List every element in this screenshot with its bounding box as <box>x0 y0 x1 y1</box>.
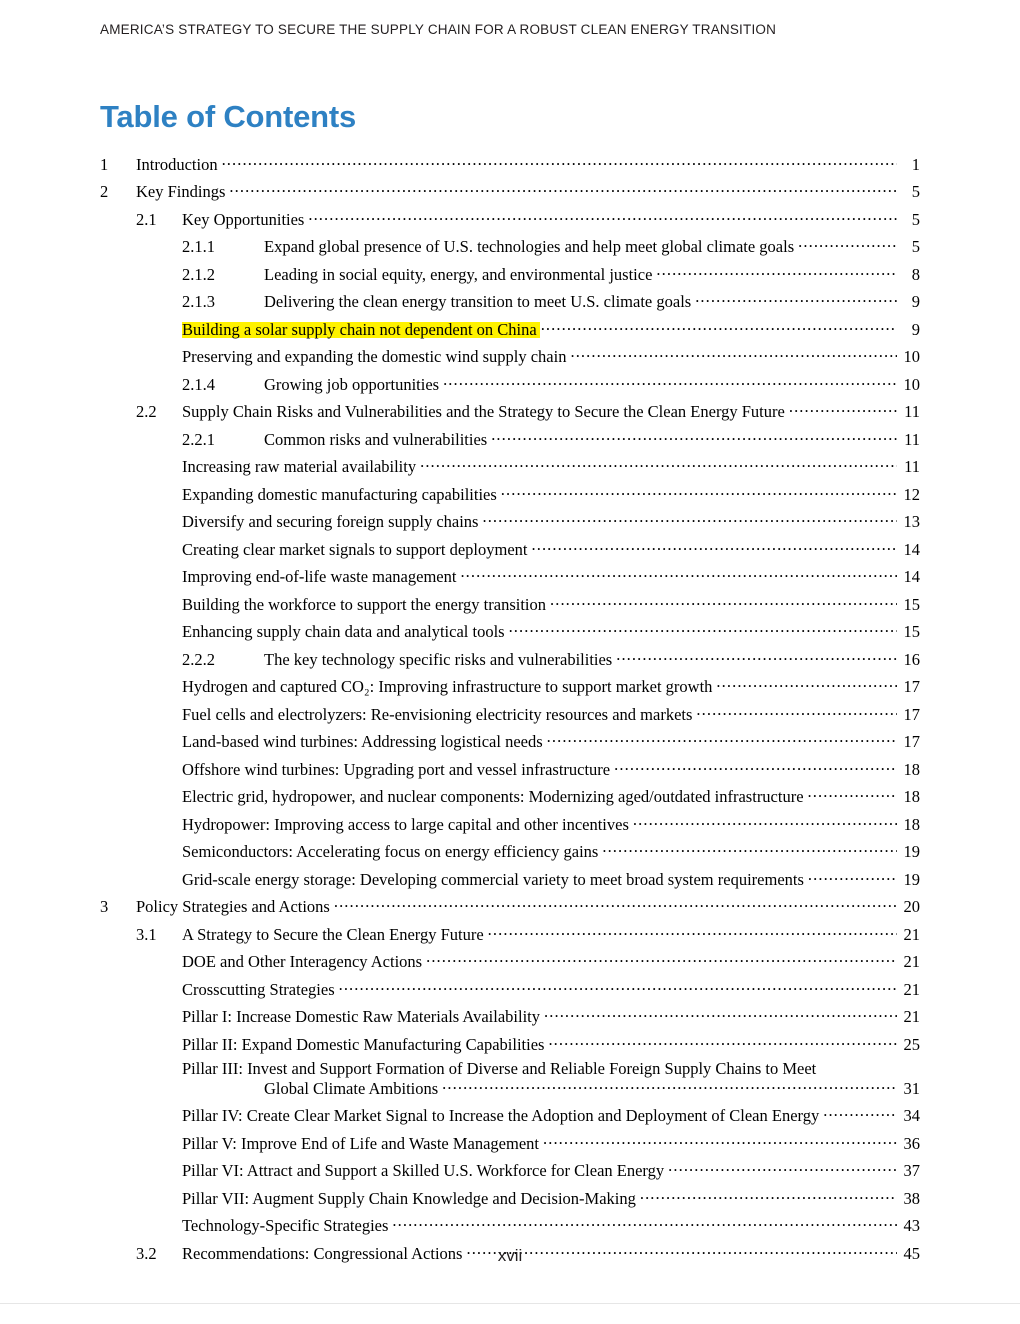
toc-entry-number: 2.2.1 <box>182 429 215 449</box>
leader-dots <box>544 1006 897 1023</box>
toc-entry-page: 20 <box>903 897 920 916</box>
toc-entry[interactable] <box>182 813 920 833</box>
toc-entry-label: Introduction <box>136 154 218 174</box>
toc-entry[interactable] <box>182 758 920 778</box>
toc-entry[interactable] <box>136 923 920 943</box>
leader-dots <box>229 181 897 198</box>
leader-dots <box>696 703 897 720</box>
toc-entry-page: 19 <box>903 869 920 889</box>
toc-entry-number: 2 <box>100 182 109 201</box>
toc-entry-page: 5 <box>911 209 920 229</box>
toc-entry-label: Leading in social equity, energy, and environmental justice <box>264 264 653 284</box>
toc-entry[interactable] <box>182 978 920 998</box>
toc-entry[interactable] <box>182 373 920 393</box>
toc-entry-page: 11 <box>904 402 920 421</box>
toc-entry[interactable] <box>182 841 920 861</box>
toc-entry[interactable] <box>100 181 920 201</box>
toc-entry[interactable] <box>182 1033 920 1053</box>
toc-entry-page: 15 <box>903 622 920 641</box>
toc-entry-label: Pillar III: Invest and Support Formation of Diverse and Reliable Foreign Supply Chains to Meet <box>182 1058 817 1078</box>
toc-entry[interactable] <box>136 208 920 228</box>
toc-entry[interactable] <box>182 456 920 476</box>
toc-entry[interactable] <box>182 676 920 696</box>
toc-entry-label: Improving end-of-life waste management <box>182 567 457 586</box>
toc-entry-page: 12 <box>903 484 920 504</box>
toc-entry-label: Recommendations: Congressional Actions <box>182 1243 463 1263</box>
toc-entry[interactable] <box>182 236 920 256</box>
toc-entry-label: Enhancing supply chain data and analytical tools <box>182 622 505 641</box>
toc-entry-label: A Strategy to Secure the Clean Energy Future <box>182 924 484 944</box>
toc-entry-label: Diversify and securing foreign supply chains <box>182 512 479 531</box>
toc-entry-page: 14 <box>903 567 920 586</box>
toc-entry-number: 2.1 <box>136 209 157 229</box>
toc-entry[interactable] <box>182 593 920 613</box>
leader-dots <box>426 951 897 968</box>
leader-dots <box>640 1187 897 1204</box>
page-title: Table of Contents <box>100 99 357 134</box>
toc-entry-page: 37 <box>903 1161 920 1180</box>
toc-entry-label: DOE and Other Interagency Actions <box>182 952 423 971</box>
toc-entry-page: 21 <box>903 924 920 944</box>
toc-entry-number: 2.1.4 <box>182 374 215 394</box>
toc-entry-label: Pillar VI: Attract and Support a Skilled U.S. Workforce for Clean Energy <box>182 1161 665 1180</box>
toc-entry-page: 8 <box>911 264 920 284</box>
toc-entry[interactable] <box>182 1058 920 1098</box>
toc-entry[interactable] <box>182 538 920 558</box>
toc-entry-label: Expand global presence of U.S. technologies and help meet global climate goals <box>264 237 795 256</box>
leader-dots <box>668 1160 897 1177</box>
toc-entry-label: Supply Chain Risks and Vulnerabilities and the Strategy to Secure the Clean Energy Future <box>182 402 785 421</box>
toc-entry-page: 19 <box>903 842 920 861</box>
leader-dots <box>808 868 897 885</box>
toc-entry-label: Crosscutting Strategies <box>182 979 335 999</box>
leader-dots <box>532 538 898 555</box>
toc-entry-label: Pillar V: Improve End of Life and Waste Management <box>182 1133 539 1153</box>
page-edge-divider <box>0 1303 1020 1324</box>
leader-dots <box>308 208 897 225</box>
leader-dots <box>550 593 897 610</box>
toc-entry-number: 1 <box>100 154 109 174</box>
toc-entry-page: 36 <box>903 1133 920 1153</box>
toc-entry-label: Land-based wind turbines: Addressing logistical needs <box>182 732 543 751</box>
toc-entry-page: 17 <box>903 732 920 751</box>
toc-entry-label: Creating clear market signals to support deployment <box>182 539 528 559</box>
running-header: AMERICA’S STRATEGY TO SECURE THE SUPPLY CHAIN FOR A ROBUST CLEAN ENERGY TRANSITION <box>100 22 777 37</box>
leader-dots <box>482 511 897 528</box>
leader-dots <box>443 373 897 390</box>
toc-entry-page: 18 <box>903 814 920 834</box>
toc-entry-label: Pillar VII: Augment Supply Chain Knowledge and Decision-Making <box>182 1188 636 1208</box>
toc-entry-label: Technology-Specific Strategies <box>182 1216 389 1235</box>
toc-entry[interactable] <box>182 1006 920 1026</box>
toc-entry-number: 2.1.3 <box>182 292 215 311</box>
toc-entry-label: Semiconductors: Accelerating focus on energy efficiency gains <box>182 842 599 861</box>
leader-dots <box>798 236 897 253</box>
toc-entry-label: Key Findings <box>136 182 226 201</box>
toc-entry-label: Preserving and expanding the domestic wind supply chain <box>182 347 567 366</box>
leader-dots <box>501 483 897 500</box>
leader-dots <box>548 1033 897 1050</box>
leader-dots <box>420 456 897 473</box>
toc-entry[interactable] <box>182 951 920 971</box>
toc-entry[interactable] <box>182 428 920 448</box>
toc-entry[interactable] <box>182 263 920 283</box>
toc-entry-page: 18 <box>903 759 920 779</box>
toc-entry[interactable] <box>182 731 920 751</box>
toc-entry-label: Expanding domestic manufacturing capabilities <box>182 484 497 504</box>
toc-entry-page: 18 <box>903 787 920 806</box>
toc-entry-label: Pillar I: Increase Domestic Raw Materials Availability <box>182 1007 541 1026</box>
leader-dots <box>460 566 897 583</box>
toc-entry-page: 17 <box>903 704 920 724</box>
toc-entry-label: Hydropower: Improving access to large capital and other incentives <box>182 814 629 834</box>
toc-entry-page: 5 <box>911 237 920 256</box>
toc-entry-label: Delivering the clean energy transition to meet U.S. climate goals <box>264 292 692 311</box>
toc-entry-number: 2.1.2 <box>182 264 215 284</box>
toc-entry[interactable] <box>182 1132 920 1152</box>
toc-entry[interactable] <box>182 318 920 338</box>
toc-entry-page: 15 <box>903 594 920 614</box>
toc-entry-label: Key Opportunities <box>182 209 305 229</box>
toc-entry-number: 2.1.1 <box>182 237 215 256</box>
toc-entry-label-continued: Global Climate Ambitions <box>264 1078 439 1098</box>
toc-entry[interactable] <box>182 566 920 586</box>
toc-entry-page: 9 <box>911 319 920 339</box>
toc-entry[interactable] <box>136 401 920 421</box>
toc-entry-page: 38 <box>903 1188 920 1208</box>
toc-entry-page: 5 <box>911 182 920 201</box>
toc-entry[interactable] <box>182 786 920 806</box>
toc-entry[interactable] <box>182 511 920 531</box>
leader-dots <box>695 291 897 308</box>
toc-entry[interactable] <box>182 291 920 311</box>
toc-entry-label: Pillar II: Expand Domestic Manufacturing Capabilities <box>182 1034 545 1054</box>
toc-entry-page: 21 <box>903 979 920 999</box>
toc-entry-page: 11 <box>904 429 920 449</box>
leader-dots <box>339 978 897 995</box>
toc-entry-number: 2.2 <box>136 402 157 421</box>
leader-dots <box>491 428 897 445</box>
toc-entry-page: 17 <box>903 677 920 696</box>
leader-dots <box>570 346 897 363</box>
leader-dots <box>392 1215 897 1232</box>
toc-entry-page: 10 <box>903 347 920 366</box>
toc-entry-page: 11 <box>904 457 920 476</box>
leader-dots <box>547 731 897 748</box>
toc-entry-page: 13 <box>903 512 920 531</box>
toc-entry[interactable] <box>182 621 920 641</box>
toc-entry[interactable] <box>182 703 920 723</box>
toc-entry[interactable] <box>182 483 920 503</box>
toc-entry-label: Increasing raw material availability <box>182 457 417 476</box>
leader-dots <box>509 621 897 638</box>
toc-entry-page: 14 <box>903 539 920 559</box>
table-of-contents <box>100 153 920 1262</box>
leader-dots <box>614 758 897 775</box>
toc-entry-page: 1 <box>911 154 920 174</box>
toc-entry-label: Growing job opportunities <box>264 374 440 394</box>
toc-entry-page: 43 <box>903 1216 920 1235</box>
toc-entry-label: Fuel cells and electrolyzers: Re-envisioning electricity resources and markets <box>182 704 693 724</box>
toc-entry-label: Common risks and vulnerabilities <box>264 429 488 449</box>
toc-entry[interactable] <box>182 1105 920 1125</box>
toc-entry-number: 2.2.2 <box>182 649 215 669</box>
leader-dots <box>616 648 897 665</box>
leader-dots <box>808 786 897 803</box>
toc-entry-label: Hydrogen and captured CO₂: Improving infrastructure to support market growth <box>182 677 713 696</box>
toc-entry-page: 9 <box>911 292 920 311</box>
leader-dots <box>716 676 897 693</box>
leader-dots <box>541 318 897 335</box>
leader-dots <box>334 896 897 913</box>
toc-entry-page: 21 <box>903 952 920 971</box>
toc-entry-number: 3.2 <box>136 1243 157 1263</box>
toc-entry-label: Electric grid, hydropower, and nuclear components: Modernizing aged/outdated infrastructure <box>182 787 804 806</box>
leader-dots <box>633 813 897 830</box>
leader-dots <box>789 401 897 418</box>
toc-entry-label: The key technology specific risks and vulnerabilities <box>264 649 613 669</box>
toc-entry[interactable] <box>100 896 920 916</box>
toc-entry-page: 25 <box>903 1034 920 1054</box>
toc-entry[interactable] <box>182 1215 920 1235</box>
leader-dots <box>602 841 897 858</box>
toc-entry-label-highlighted: Building a solar supply chain not dependent on China <box>182 322 540 339</box>
toc-entry-label: Pillar IV: Create Clear Market Signal to Increase the Adoption and Deployment of Clean Energy <box>182 1106 820 1125</box>
toc-entry[interactable] <box>182 1160 920 1180</box>
leader-dots <box>222 153 897 170</box>
toc-entry[interactable] <box>182 868 920 888</box>
toc-entry-label: Policy Strategies and Actions <box>136 897 330 916</box>
toc-entry-page: 45 <box>903 1243 920 1263</box>
toc-entry-page: 21 <box>903 1007 920 1026</box>
leader-dots <box>442 1077 897 1094</box>
toc-entry[interactable] <box>182 1187 920 1207</box>
page-number-footer: xvii <box>497 1246 523 1265</box>
toc-entry-label: Offshore wind turbines: Upgrading port and vessel infrastructure <box>182 759 611 779</box>
toc-entry-label: Grid-scale energy storage: Developing commercial variety to meet broad system requirements <box>182 869 804 889</box>
toc-entry-page: 16 <box>903 649 920 669</box>
leader-dots <box>656 263 897 280</box>
leader-dots <box>488 923 897 940</box>
leader-dots <box>823 1105 897 1122</box>
toc-entry[interactable] <box>100 153 920 173</box>
toc-entry-label: Building the workforce to support the energy transition <box>182 594 546 614</box>
toc-entry-number: 3.1 <box>136 924 157 944</box>
leader-dots <box>543 1132 897 1149</box>
toc-entry[interactable] <box>182 346 920 366</box>
toc-entry-page: 10 <box>903 374 920 394</box>
toc-entry-page: 34 <box>903 1106 920 1125</box>
toc-entry-page: 31 <box>903 1078 920 1098</box>
toc-entry-number: 3 <box>100 897 109 916</box>
toc-entry[interactable] <box>182 648 920 668</box>
